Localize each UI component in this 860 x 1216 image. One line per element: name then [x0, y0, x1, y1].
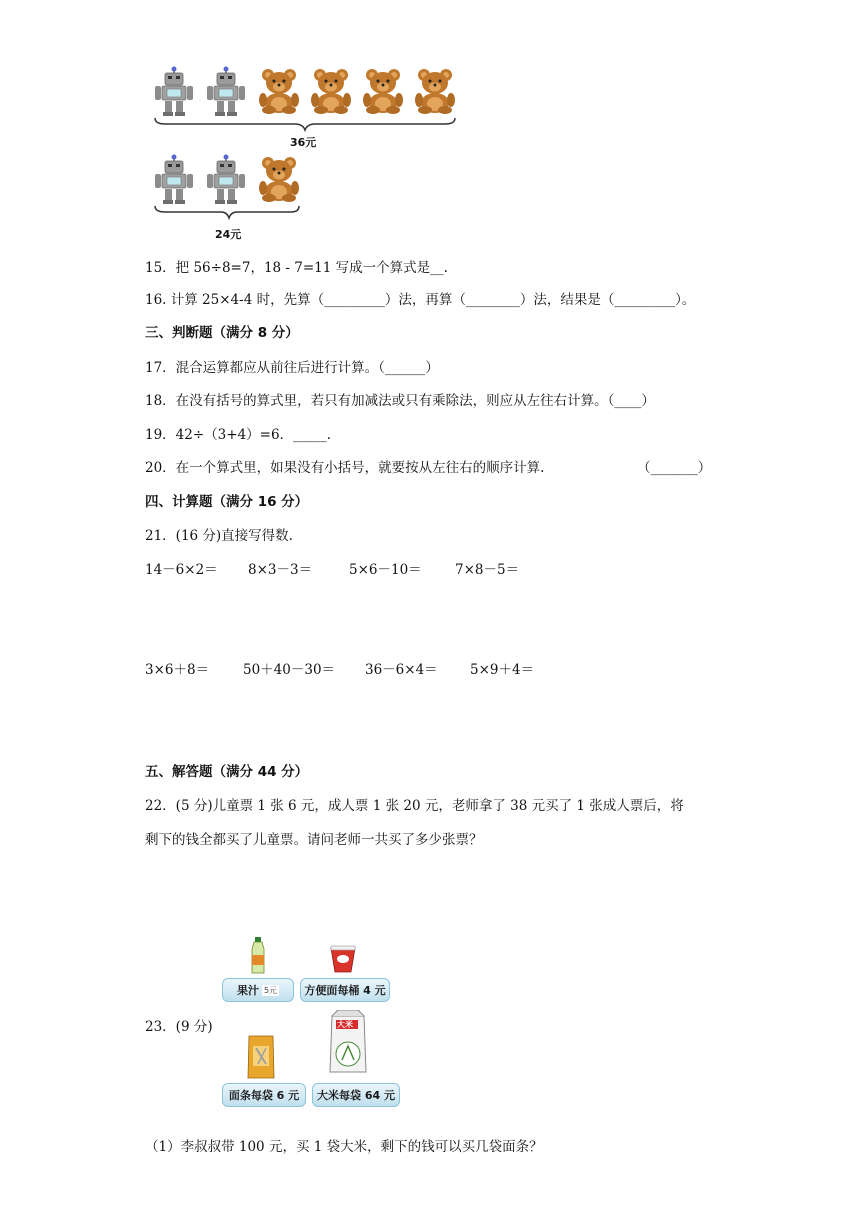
question-18: 18．在没有括号的算式里，若只有加减法或只有乘除法，则应从左往右计算。（____）	[145, 393, 655, 409]
teddy-bear-icon	[415, 69, 455, 114]
tag-instant-noodles: 方便面每桶 4 元	[300, 978, 390, 1002]
teddy-bear-icon	[311, 69, 351, 114]
tag-juice	[222, 978, 294, 1002]
noodle-bag-icon	[246, 1034, 276, 1080]
robot-icon	[207, 67, 245, 117]
question-22-line1: 22．(5 分)儿童票 1 张 6 元，成人票 1 张 20 元，老师拿了 38 元买了 1 张成人票后，将	[145, 798, 684, 814]
section-4-title: 四、计算题（满分 16 分）	[145, 494, 309, 510]
question-20: 20．在一个算式里，如果没有小括号，就要按从左往右的顺序计算.	[145, 460, 545, 476]
question-23-label: 23．(9 分)	[145, 1019, 213, 1035]
teddy-bear-icon	[259, 69, 299, 114]
rice-bag-icon	[326, 1010, 370, 1074]
brace-icon	[155, 206, 299, 218]
teddy-bear-icon	[259, 157, 299, 202]
question-16: 16. 计算 25×4-4 时，先算（_________）法，再算（________）法，结果是（_________）。	[145, 292, 696, 308]
rice-bag-text: 大米	[337, 1020, 353, 1029]
robot-icon	[155, 155, 193, 205]
section-5-title: 五、解答题（满分 44 分）	[145, 764, 309, 780]
calc-item: 5×9＋4＝	[470, 662, 535, 678]
question-22-line2: 剩下的钱全都买了儿童票。请问老师一共买了多少张票？	[145, 832, 483, 848]
calc-item: 8×3－3＝	[248, 562, 313, 578]
robot-icon	[155, 67, 193, 117]
calc-item: 5×6－10＝	[349, 562, 422, 578]
tag-juice-price: 5元	[263, 985, 278, 995]
question-21: 21．(16 分)直接写得数.	[145, 528, 293, 544]
calc-item: 14－6×2＝	[145, 562, 218, 578]
price-label-24: 24元	[215, 228, 242, 241]
robots-bears-figure-bottom	[145, 152, 305, 230]
section-3-title: 三、判断题（满分 8 分）	[145, 325, 299, 341]
robot-icon	[207, 155, 245, 205]
brace-icon	[155, 118, 455, 130]
tag-rice: 大米每袋 64 元	[312, 1083, 400, 1107]
teddy-bear-icon	[363, 69, 403, 114]
tag-juice-label: 果汁	[236, 984, 259, 997]
calc-item: 36－6×4＝	[365, 662, 438, 678]
juice-bottle-icon	[248, 937, 268, 975]
price-label-36: 36元	[290, 136, 317, 149]
instant-noodle-cup-icon	[328, 944, 358, 974]
question-15: 15．把 56÷8=7，18 - 7=11 写成一个算式是__.	[145, 260, 448, 276]
question-20-blank: （_______）	[637, 460, 712, 476]
question-19: 19．42÷（3+4）=6．_____.	[145, 427, 332, 443]
calc-item: 3×6＋8＝	[145, 662, 210, 678]
calc-item: 7×8－5＝	[455, 562, 520, 578]
question-17: 17．混合运算都应从前往后进行计算。（______）	[145, 360, 439, 376]
tag-noodles: 面条每袋 6 元	[222, 1083, 306, 1107]
question-23-sub1: （1）李叔叔带 100 元，买 1 袋大米，剩下的钱可以买几袋面条？	[145, 1139, 543, 1155]
calc-item: 50＋40－30＝	[243, 662, 336, 678]
